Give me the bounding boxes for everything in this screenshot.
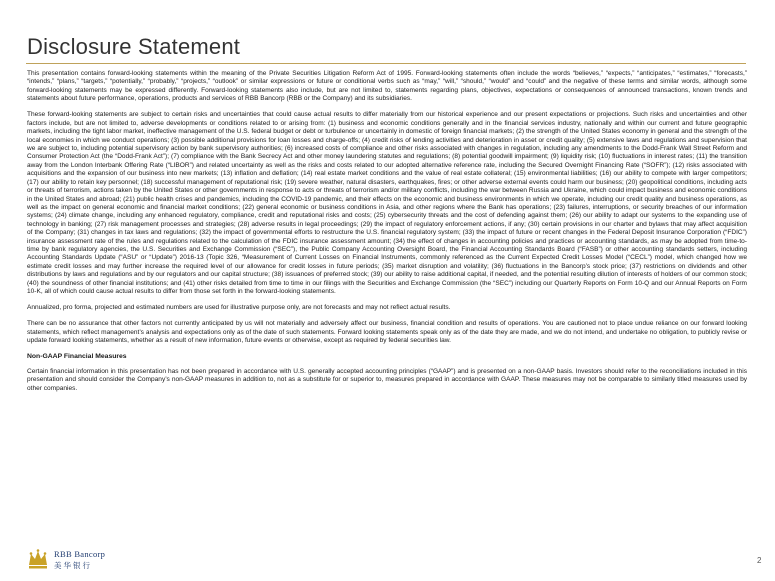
logo-company-name: RBB Bancorp xyxy=(54,549,106,559)
non-gaap-heading: Non-GAAP Financial Measures xyxy=(27,353,127,361)
crown-logo-icon xyxy=(27,548,49,570)
paragraph-risk-factors: These forward-looking statements are subject to certain risks and uncertainties that could cause actual results to differ materially from our historical experience and our present expectations or projections. Such risks and uncertainties and other factors include, but are not limited to, adverse developments or conditions related to or arising from: (1) business and economic conditions generally and in the financial services industry, nationally and within our current and future geographic markets, including the tight labor market, ineffective management of the U.S. federal budget or debt or turbulence or uncertainly in domestic of foreign financial markets; (2) the strength of the United States economy in general and the strength of the local economies in which we conduct operations; (3) possible additional provisions for loan losses and charge-offs; (4) credit risks of lending activities and deterioration in asset or credit quality; (5) extensive laws and regulations and supervision that we are subject to, including potential supervisory action by bank supervisory authorities; (6) increased costs of compliance and other risks associated with changes in regulation, including any amendments to the Dodd-Frank Wall Street Reform and Consumer Protection Act (the “Dodd-Frank Act”); (7) compliance with the Bank Secrecy Act and other money laundering statutes and regulations; (8) potential goodwill impairment; (9) liquidity risk; (10) fluctuations in interest rates; (11) the transition away from the London Interbank Offering Rate (“LIBOR”) and related uncertainty as well as the risks and costs related to our adopted alternative reference rate, including the Secured Overnight Financing Rate (“SOFR”); (12) risks associated with acquisitions and the expansion of our business into new markets; (13) inflation and deflation; (14) real estate market conditions and the value of real estate collateral; (15) environmental liabilities; (16) our ability to compete with larger competitors; (17) our ability to retain key personnel; (18) successful management of reputational risk; (19) severe weather, natural disasters, earthquakes, fires; or other adverse external events could harm our business; (20) geopolitical conditions, including acts or threats of terrorism, actions taken by the United States or other governments in response to acts or threats of terrorism and/or military conflicts, including the war between Russia and Ukraine, which could impact business and economic conditions in the United States and abroad; (21) public health crises and pandemics, including the COVID-19 pandemic, and their effects on the economic and business environments in which we operate, including our credit quality and business operations, as well as the impact on general economic and financial market conditions; (22) general economic or business conditions in Asia, and other regions where the Bank has operations; (23) failures, interruptions, or security breaches of our information systems; (24) climate change, including any enhanced regulatory, compliance, credit and reputational risks and costs; (25) cybersecurity threats and the cost of defending against them; (26) our ability to adapt our systems to the expanding use of technology in banking; (27) risk management processes and strategies; (28) adverse results in legal proceedings; (29) the impact of regulatory enforcement actions, if any; (30) certain provisions in our charter and bylaws that may affect acquisition of the Company; (31) changes in tax laws and regulations; (32) the impact of governmental efforts to restructure the U.S. financial regulatory system; (33) the impact of future or recent changes in the Federal Deposit Insurance Corporation (“FDIC”) insurance assessment rate of the rules and regulations related to the calculation of the FDIC insurance assessment amount; (34) the effect of changes in accounting policies and practices or accounting standards, as may be adopted from time-to-time by bank regulatory agencies, the U.S. Securities and Exchange Commission (“SEC”), the Public Company Accounting Oversight Board, the Financial Accounting Standards Board (“FASB”) or other accounting standards setters, including Accounting Standards Update (“ASU” or “Update”) 2016-13 (Topic 326, “Measurement of Current Losses on Financial Instruments, commonly referenced as the Current Expected Credit Losses Model (“CECL”) model, which changed how we estimate credit losses and may further increase the required level of our allowance for credit losses in future periods; (35) market disruption and volatility; (36) fluctuations in the Bancorp’s stock price; (37) restrictions on dividends and other distributions by laws and regulations and by our regulators and our capital structure; (38) issuances of preferred stock; (39) our ability to raise additional capital, if needed, and the potential resulting dilution of interests of holders of our common stock; (40) the soundness of other financial institutions; and (41) other risks detailed from time to time in our filings with the Securities and Exchange Commission (the “SEC”) including our Quarterly Reports on Form 10-Q and our Annual Reports on Form 10-K, all of which could cause actual results to differ from those set forth in the forward-looking statements. xyxy=(27,111,747,296)
paragraph-no-assurance: There can be no assurance that other factors not currently anticipated by us will not materially and adversely affect our business, financial condition and results of operations. You are cautioned not to place undue reliance on our forward looking statements, which reflect management’s analysis and expectations only as of the date of such statements. Forward looking statements speak only as of the date they are made, and we do not intend, and undertake no obligation, to publicly revise or update forward looking statements, whether as a result of new information, future events or otherwise, except as required by federal securities law. xyxy=(27,320,747,345)
paragraph-non-gaap: Certain financial information in this presentation has not been prepared in accordance with U.S. generally accepted accounting principles (“GAAP”) and is presented on a non-GAAP basis. Investors should refer to the reconciliations included in this presentation and should consider the Company’s non-GAAP measures in addition to, not as a substitute for or superior to, measures prepared in accordance with GAAP. These measures may not be comparable to similarly titled measures used by other companies. xyxy=(27,367,747,392)
disclosure-body xyxy=(27,70,747,401)
paragraph-forward-looking: This presentation contains forward-looking statements within the meaning of the Private Securities Litigation Reform Act of 1995. Forward-looking statements often include the words “believes,” “expects,” “anticipates,” “estimates,” “forecasts,” “intends,” “plans,” “targets,” “potentially,” “probably,” “projects,” “outlook” or similar expressions or future or conditional verbs such as “may,” “will,” “should,” “would” and “could” and the negative of these terms and similar words, although some forward-looking statements may be expressed differently. Forward-looking statements also include, but are not limited to, statements regarding plans, objectives, expectations or consequences of announced transactions, known trends and statements about future performance, operations, products and services of RBB Bancorp (RBB or the Company) and its subsidiaries. xyxy=(27,70,747,103)
page-title: Disclosure Statement xyxy=(27,34,241,59)
logo-chinese-name: 美华银行 xyxy=(54,561,92,570)
paragraph-illustrative-numbers: Annualized, pro forma, projected and estimated numbers are used for illustrative purpose only, are not forecasts and may not reflect actual results. xyxy=(27,304,451,312)
page-number: 2 xyxy=(757,556,762,565)
title-divider xyxy=(26,63,746,64)
